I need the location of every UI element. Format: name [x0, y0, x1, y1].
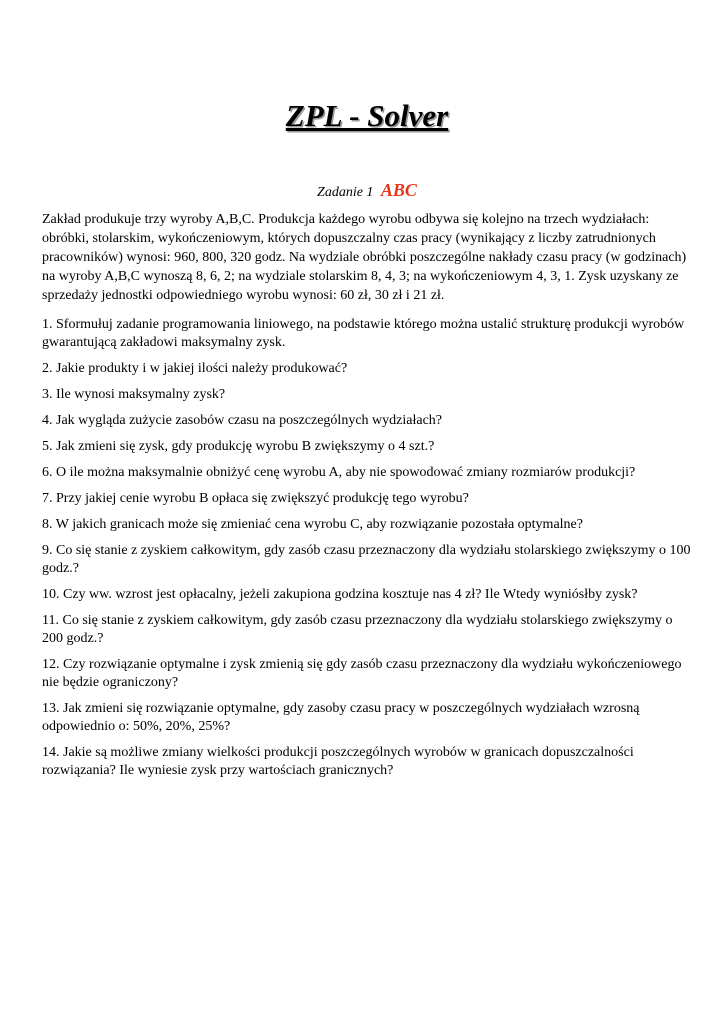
question-item: 8. W jakich granicach może się zmieniać cena wyrobu C, aby rozwiązanie pozostała optymalne? — [42, 517, 583, 532]
question-item: 14. Jakie są możliwe zmiany wielkości produkcji poszczególnych wyrobów w granicach dopuszczalności rozwiązania? Ile wyniesie zysk przy wartościach granicznych? — [42, 745, 634, 778]
question-item: 7. Przy jakiej cenie wyrobu B opłaca się zwiększyć produkcję tego wyrobu? — [42, 491, 469, 506]
question-item: 2. Jakie produkty i w jakiej ilości należy produkować? — [42, 361, 348, 376]
question-item: 3. Ile wynosi maksymalny zysk? — [42, 387, 226, 402]
question-item: 6. O ile można maksymalnie obniżyć cenę wyrobu A, aby nie spowodować zmiany rozmiarów produkcji? — [42, 465, 636, 480]
question-item: 12. Czy rozwiązanie optymalne i zysk zmienią się gdy zasób czasu przeznaczony dla wydziału wykończeniowego nie będzie ograniczony? — [42, 657, 682, 690]
question-list — [42, 316, 692, 780]
question-item: 13. Jak zmieni się rozwiązanie optymalne, gdy zasoby czasu pracy w poszczególnych wydziałach wzrosną odpowiednio o: 50%, 20%, 25%? — [42, 701, 640, 734]
question-item: 1. Sformułuj zadanie programowania liniowego, na podstawie którego można ustalić strukturę produkcji wyrobów gwarantującą zakładowi maksymalny zysk. — [42, 317, 685, 350]
document-page — [42, 94, 692, 788]
task-heading — [42, 179, 692, 204]
task-tag: ABC — [380, 180, 417, 200]
question-item: 4. Jak wygląda zużycie zasobów czasu na poszczególnych wydziałach? — [42, 413, 442, 428]
task-label: Zadanie 1 — [317, 185, 374, 200]
question-item: 5. Jak zmieni się zysk, gdy produkcję wyrobu B zwiększymy o 4 szt.? — [42, 439, 435, 454]
question-item: 9. Co się stanie z zyskiem całkowitym, gdy zasób czasu przeznaczony dla wydziału stolarskiego zwiększymy o 100 godz.? — [42, 543, 691, 576]
document-title: ZPL - Solver — [285, 98, 449, 133]
question-item: 10. Czy ww. wzrost jest opłacalny, jeżeli zakupiona godzina kosztuje nas 4 zł? Ile Wtedy wyniósłby zysk? — [42, 587, 638, 602]
intro-paragraph: Zakład produkuje trzy wyroby A,B,C. Produkcja każdego wyrobu odbywa się kolejno na trzech wydziałach: obróbki, stolarskim, wykończeniowym, których dopuszczalny czas pracy (wynikający z liczby zatrudnionych pracowników) wynosi: 960, 800, 320 godz. Na wydziale obróbki poszczególne nakłady czasu pracy (w godzinach) na wyroby A,B,C wynoszą 8, 6, 2; na wydziale stolarskim 8, 4, 3; na wykończeniowym 4, 3, 1. Zysk uzyskany ze sprzedaży jednostki odpowiedniego wyrobu wynosi: 60 zł, 30 zł i 21 zł. — [42, 212, 687, 303]
question-item: 11. Co się stanie z zyskiem całkowitym, gdy zasób czasu przeznaczony dla wydziału stolarskiego zwiększymy o 200 godz.? — [42, 613, 673, 646]
